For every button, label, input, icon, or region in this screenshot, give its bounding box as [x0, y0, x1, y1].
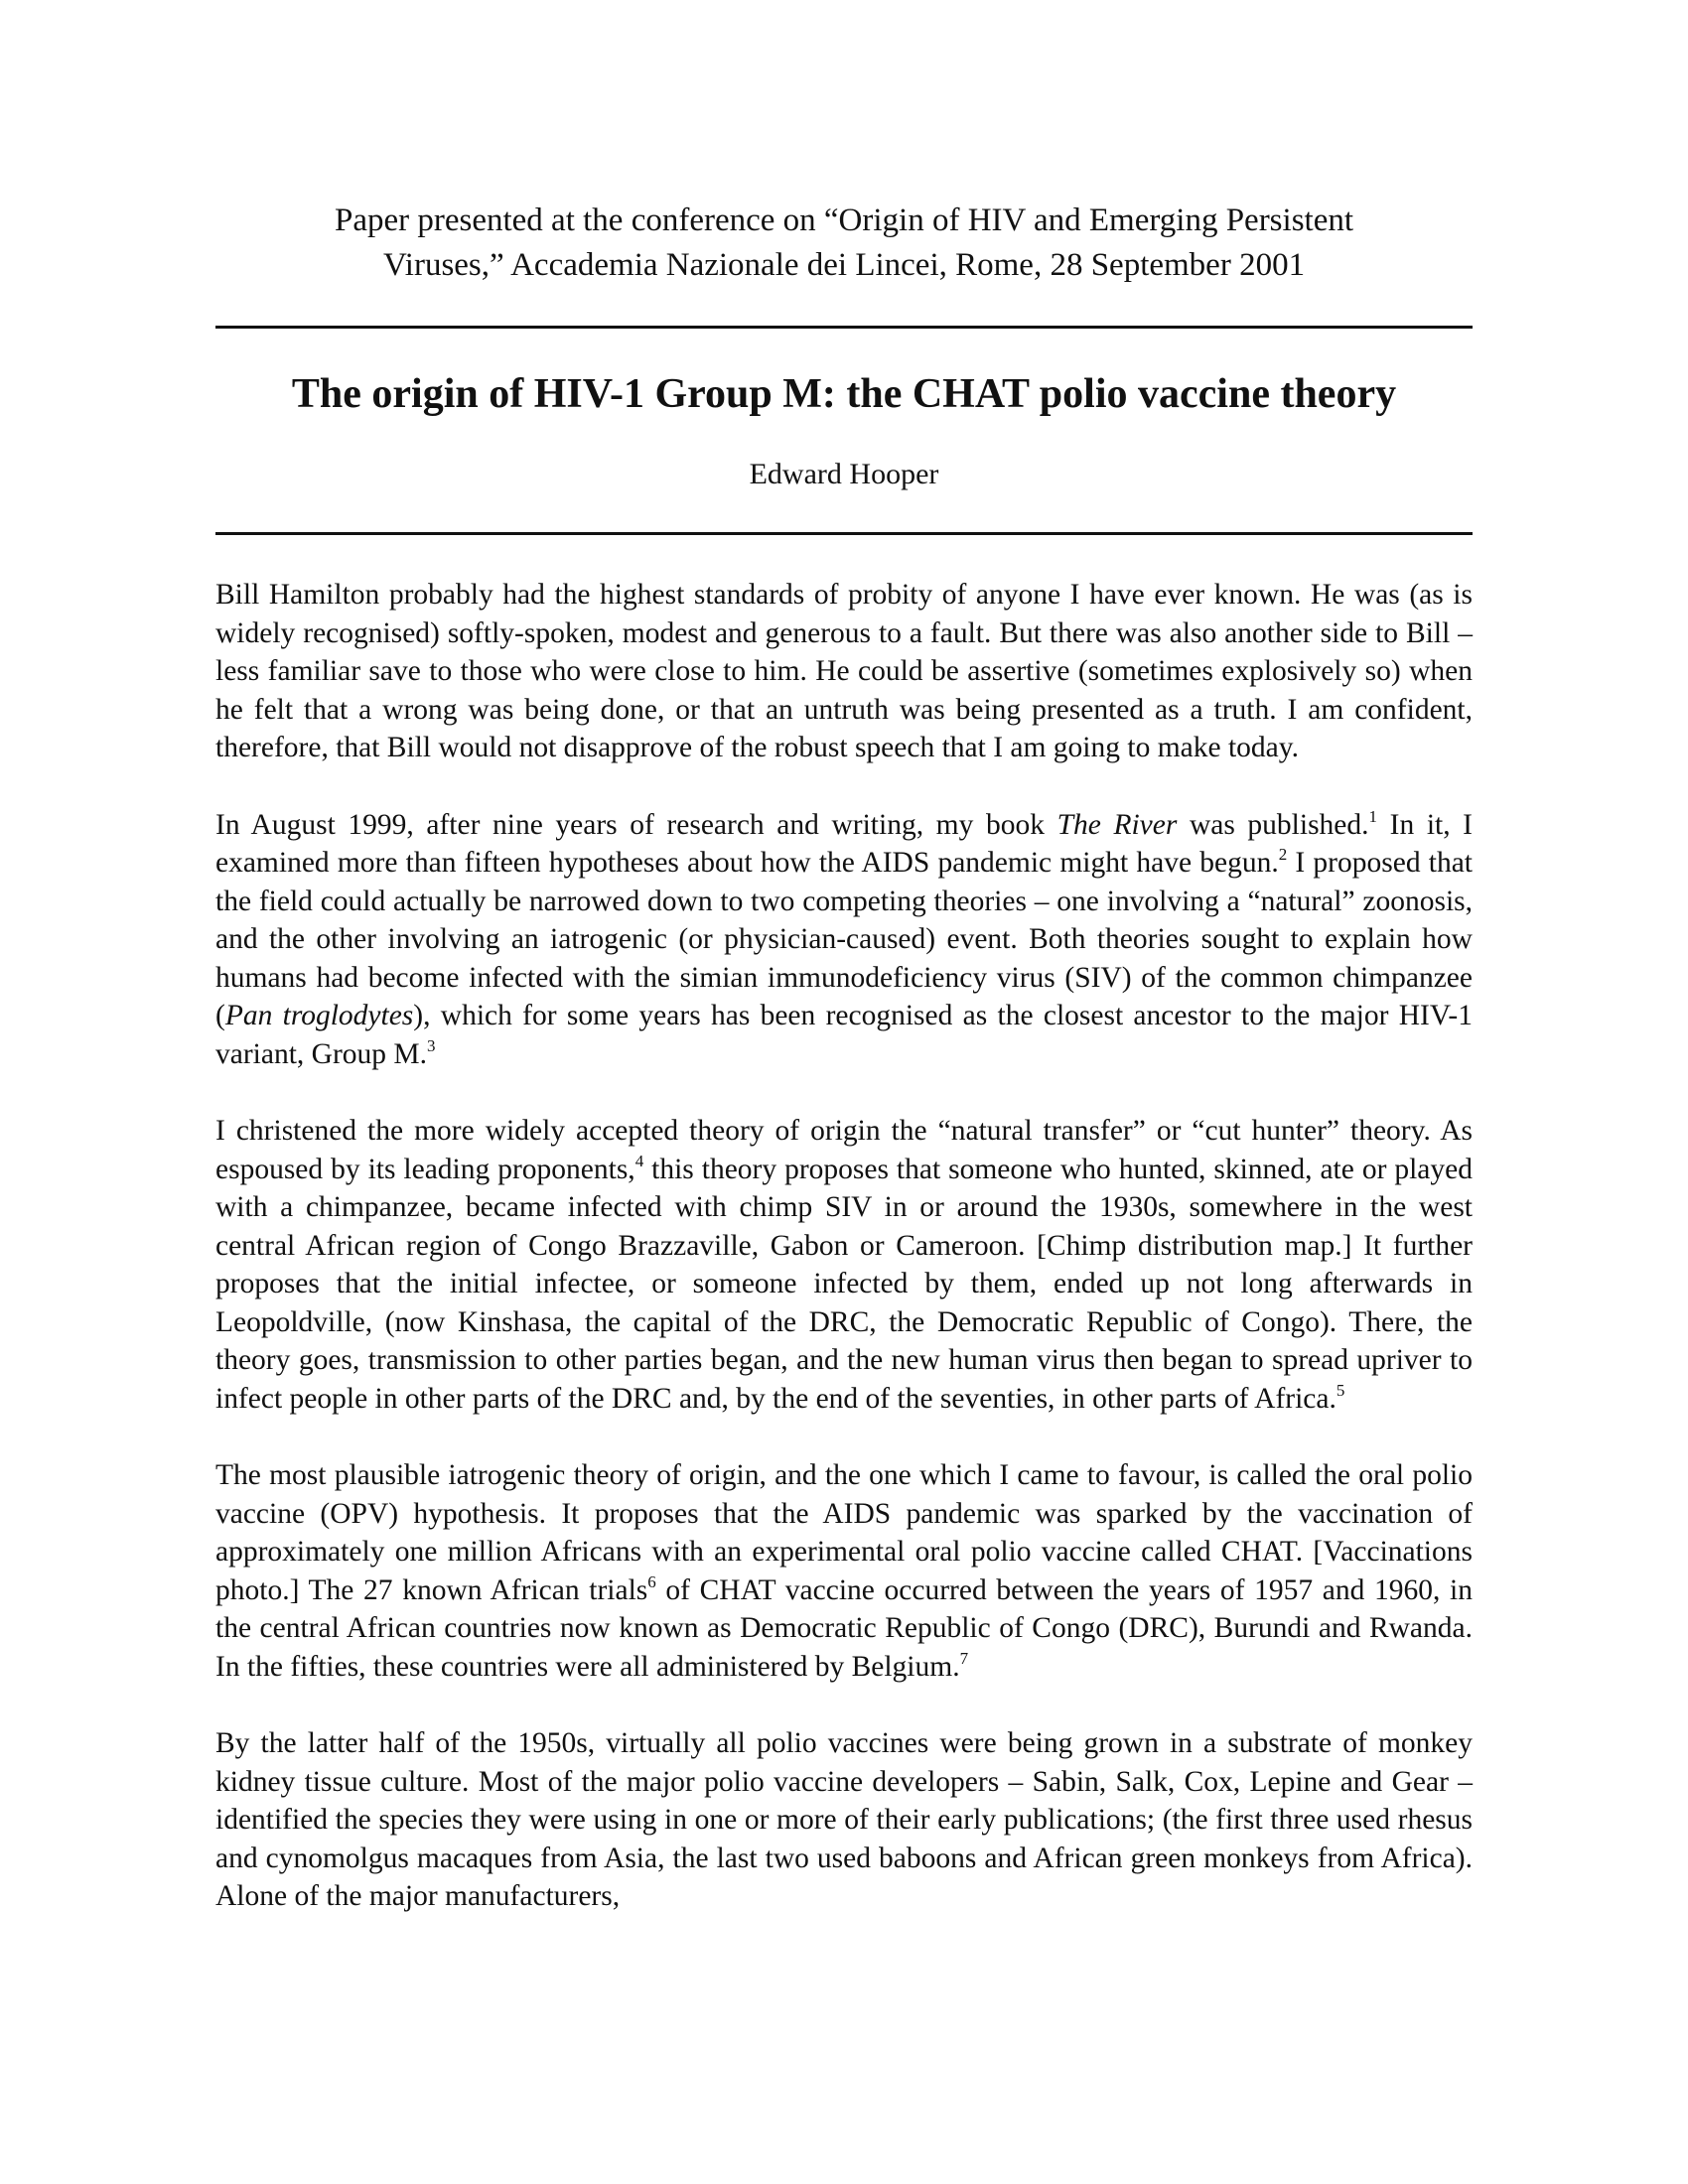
conference-note-line-1: Paper presented at the conference on “Origin of HIV and Emerging Persistent — [334, 203, 1354, 238]
footnote-ref-5: 5 — [1336, 1380, 1345, 1400]
footnote-ref-3: 3 — [427, 1035, 436, 1055]
top-divider — [215, 326, 1473, 329]
paragraph-2-text-e: ), which for some years has been recognised as the closest ancestor to the major HIV-1 variant, Group M. — [215, 1000, 1473, 1070]
paragraph-2-text-b: was published. — [1177, 808, 1369, 841]
paragraph-4-text-b: of CHAT vaccine occurred between the years of 1957 and 1960, in the central African countries now known as Democratic Republic of Congo (DRC), Burundi and Rwanda. In the fifties, these countries were all administered by Belgium. — [215, 1573, 1473, 1683]
paragraph-2 — [215, 806, 1473, 1074]
conference-note — [215, 199, 1473, 288]
paragraph-5: By the latter half of the 1950s, virtually all polio vaccines were being grown in a substrate of monkey kidney tissue culture. Most of the major polio vaccine developers – Sabin, Salk, Cox, Lepine and Gear – identified the species they were using in one or more of their early publications; (the first three used rhesus and cynomolgus macaques from Asia, the last two used baboons and African green monkeys from Africa). Alone of the major manufacturers, — [215, 1727, 1473, 1912]
footnote-ref-1: 1 — [1368, 806, 1378, 826]
author-name: Edward Hooper — [749, 458, 939, 490]
paragraph-2-text-a: In August 1999, after nine years of research and writing, my book — [215, 808, 1057, 841]
footnote-ref-6: 6 — [647, 1571, 656, 1591]
species-name: Pan troglodytes — [224, 1000, 414, 1031]
paragraph-2-text-c: In it, I examined more than fifteen hypotheses about how the AIDS pandemic might have begun. — [215, 808, 1474, 879]
paragraph-2-text-d: I proposed that the field could actually be narrowed down to two competing theories – one involving a “natural” zoonosis, and the other involving an iatrogenic (or physician-caused) event. Both theories sought to explain how humans had become infected with the simian immunodeficiency virus (SIV) of the common chimpanzee ( — [215, 847, 1474, 1031]
paragraph-4-text-a: The most plausible iatrogenic theory of origin, and the one which I came to favour, is called the oral polio vaccine (OPV) hypothesis. It proposes that the AIDS pandemic was sparked by the vaccination of approximately one million Africans with an experimental oral polio vaccine called CHAT. [Vaccinations photo.] The 27 known African trials — [215, 1459, 1473, 1606]
bottom-divider — [215, 532, 1473, 535]
paragraph-3 — [215, 1112, 1473, 1418]
footnote-ref-7: 7 — [959, 1648, 969, 1668]
paragraph-1: Bill Hamilton probably had the highest standards of probity of anyone I have ever known. He was (as is widely recognised) softly-spoken, modest and generous to a fault. But there was also another side to Bill – less familiar save to those who were close to him. He could be assertive (sometimes explosively so) when he felt that a wrong was being done, or that an untruth was being presented as a truth. I am confident, therefore, that Bill would not disapprove of the robust speech that I am going to make today. — [215, 579, 1473, 763]
paragraph-3-text-a: I christened the more widely accepted theory of origin the “natural transfer” or “cut hunter” theory. As espoused by its leading proponents, — [215, 1115, 1473, 1185]
paragraph-4 — [215, 1456, 1473, 1686]
paragraph-3-text-b: this theory proposes that someone who hunted, skinned, ate or played with a chimpanzee, became infected with chimp SIV in or around the 1930s, somewhere in the west central African region of Congo Brazzaville, Gabon or Cameroon. [Chimp distribution map.] It further proposes that the initial infectee, or someone infected by them, ended up not long afterwards in Leopoldville, (now Kinshasa, the capital of the DRC, the Democratic Republic of Congo). There, the theory goes, transmission to other parties began, and the new human virus then began to spread upriver to infect people in other parts of the DRC and, by the end of the seventies, in other parts of Africa. — [215, 1153, 1473, 1415]
paper-title: The origin of HIV-1 Group M: the CHAT polio vaccine theory — [291, 371, 1397, 417]
footnote-ref-4: 4 — [634, 1151, 644, 1170]
footnote-ref-2: 2 — [1278, 845, 1288, 864]
conference-note-line-2: Viruses,” Accademia Nazionale dei Lincei, Rome, 28 September 2001 — [382, 247, 1306, 283]
body-text — [215, 576, 1473, 1916]
book-title: The River — [1056, 808, 1178, 841]
